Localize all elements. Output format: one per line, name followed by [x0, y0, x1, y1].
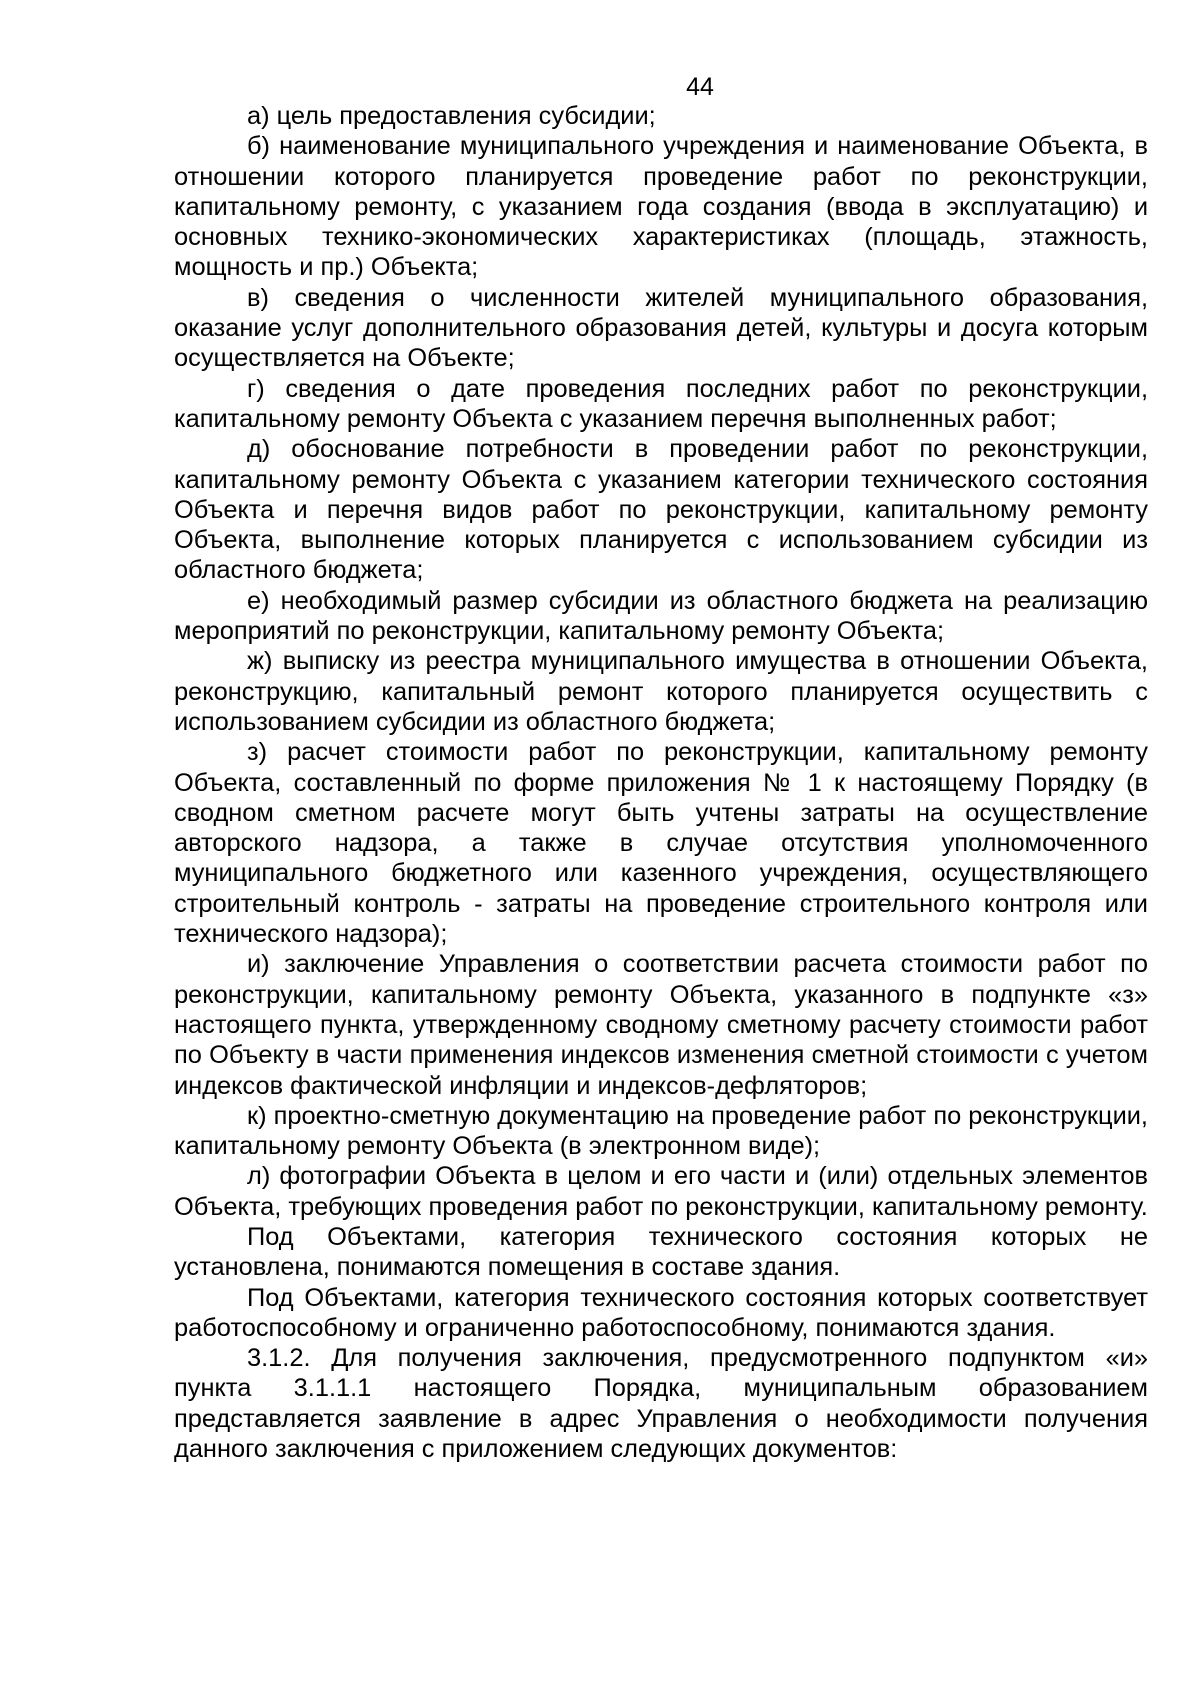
paragraph-g: г) сведения о дате проведения последних работ по реконструкции, капитальному ремонту Объекта с указанием перечня выполненных работ; [174, 374, 1148, 433]
paragraph-3-1-2: 3.1.2. Для получения заключения, предусмотренного подпунктом «и» пункта 3.1.1.1 настоящего Порядка, муниципальным образованием представляется заявление в адрес Управления о необходимости получения данного заключения с приложением следующих документов: [174, 1344, 1148, 1464]
page-number: 44 [686, 73, 714, 101]
paragraph-l: л) фотографии Объекта в целом и его части и (или) отдельных элементов Объекта, требующих проведения работ по реконструкции, капитальному ремонту. [174, 1162, 1148, 1221]
paragraph-z: з) расчет стоимости работ по реконструкции, капитальному ремонту Объекта, составленный по форме приложения № 1 к настоящему Порядку (в сводном сметном расчете могут быть учтены затраты на осуществление авторского надзора, а также в случае отсутствия уполномоченного муниципального бюджетного или казенного учреждения, осуществляющего строительный контроль - затраты на проведение строительного контроля или технического надзора); [174, 738, 1148, 949]
paragraph-b: б) наименование муниципального учреждения и наименование Объекта, в отношении которого планируется проведение работ по реконструкции, капитальному ремонту, с указанием года создания (ввода в эксплуатацию) и основных технико-экономических характеристиках (площадь, этажность, мощность и пр.) Объекта; [174, 132, 1148, 282]
paragraph-a: а) цель предоставления субсидии; [247, 102, 656, 130]
paragraph-zh: ж) выписку из реестра муниципального имущества в отношении Объекта, реконструкцию, капитальный ремонт которого планируется осуществить с использованием субсидии из областного бюджета; [174, 647, 1148, 736]
paragraph-i: и) заключение Управления о соответствии расчета стоимости работ по реконструкции, капитальному ремонту Объекта, указанного в подпункте «з» настоящего пункта, утвержденному сводному сметному расчету стоимости работ по Объекту в части применения индексов изменения сметной стоимости с учетом индексов фактической инфляции и индексов-дефляторов; [174, 950, 1148, 1100]
document-body [174, 101, 1148, 1464]
paragraph-k: к) проектно-сметную документацию на проведение работ по реконструкции, капитальному ремонту Объекта (в электронном виде); [174, 1101, 1148, 1161]
paragraph-objects-buildings: Под Объектами, категория технического состояния которых соответствует работоспособному и ограниченно работоспособному, понимаются здания. [174, 1283, 1148, 1342]
paragraph-objects-not-established: Под Объектами, категория технического состояния которых не установлена, понимаются помещения в составе здания. [174, 1222, 1148, 1282]
paragraph-d: д) обоснование потребности в проведении работ по реконструкции, капитальному ремонту Объекта с указанием категории технического состояния Объекта и перечня видов работ по реконструкции, капитальному ремонту Объекта, выполнение которых планируется с использованием субсидии из областного бюджета; [174, 435, 1148, 585]
paragraph-e: е) необходимый размер субсидии из областного бюджета на реализацию мероприятий по реконструкции, капитальному ремонту Объекта; [174, 586, 1148, 646]
paragraph-v: в) сведения о численности жителей муниципального образования, оказание услуг дополнительного образования детей, культуры и досуга которым осуществляется на Объекте; [174, 283, 1148, 373]
